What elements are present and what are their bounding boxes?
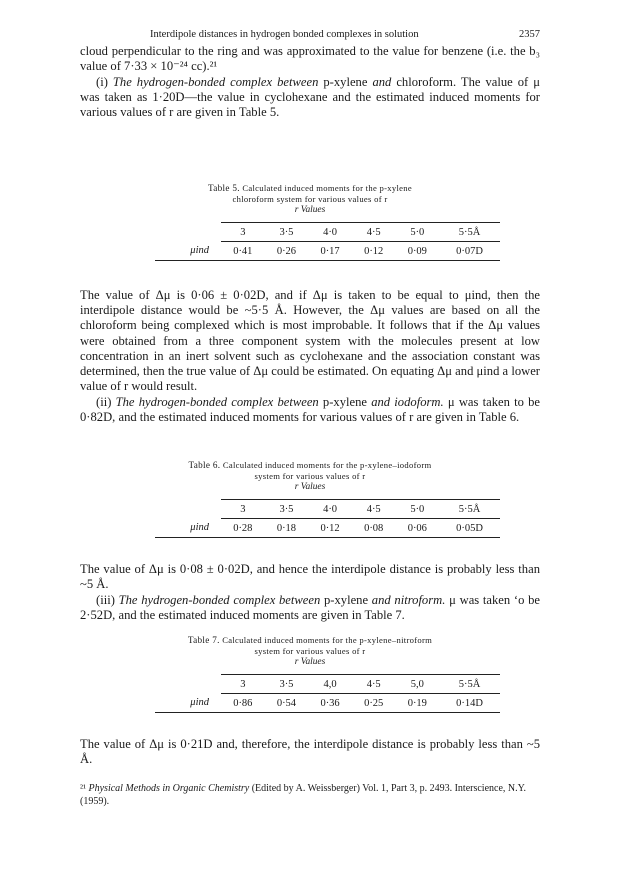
section-heading-end: and iodoform. (371, 395, 444, 409)
table-cell: 0·08 (352, 519, 396, 538)
table-header-cell: 4,0 (308, 675, 352, 694)
section-heading-compound: p-xylene (318, 395, 372, 409)
table-7-caption (98, 635, 522, 668)
row-label: μind (155, 519, 221, 538)
section-heading: The hydrogen-bonded complex between (115, 395, 319, 409)
table-cell: 0·07D (439, 242, 500, 261)
table-header-cell: 5·5Å (439, 223, 500, 242)
table-6-caption (98, 460, 522, 493)
section-heading: The hydrogen-bonded complex between (118, 593, 321, 607)
table-cell: 0·18 (265, 519, 309, 538)
table-header-row (155, 500, 500, 519)
table-cell: 0·12 (308, 519, 352, 538)
section-heading-compound: p-xylene (318, 75, 373, 89)
table-header-cell: 4·5 (352, 223, 396, 242)
footnote-text: (Edited by A. Weissberger) Vol. 1, Part 3, p. 2493. Interscience, N.Y. (1959). (80, 783, 527, 807)
r-values-header: r Values (294, 205, 326, 215)
table-cell: 0·36 (308, 694, 352, 713)
paragraph-benzene: cloud perpendicular to the ring and was approximated to the value for benzene (i.e. the b₃ value of 7·33 × 10⁻²⁴ cc).²¹ (80, 44, 540, 74)
section-number: (iii) (96, 593, 119, 607)
section-heading: The hydrogen-bonded complex between (112, 75, 319, 89)
table-cell: 0·09 (396, 242, 440, 261)
caption-line-1: Calculated induced moments for the p-xylene–iodoform (222, 460, 432, 470)
table-header-row (155, 675, 500, 694)
table-5 (155, 222, 500, 261)
row-label: μind (155, 242, 221, 261)
paragraph-iodoform-intro (80, 395, 540, 425)
table-cell: 0·28 (221, 519, 265, 538)
table-cell: 0·41 (221, 242, 265, 261)
table-row (155, 694, 500, 713)
running-head-title: Interdipole distances in hydrogen bonded complexes in solution (150, 29, 419, 40)
table-cell: 0·19 (396, 694, 440, 713)
caption-line-1: Calculated induced moments for the p-xylene–nitroform (222, 635, 433, 645)
paragraph-chloroform-intro (80, 75, 540, 121)
table-label: Table 7. (187, 635, 220, 645)
paragraph-nitroform-intro (80, 593, 540, 623)
footnote-marker: ²¹ (80, 783, 86, 794)
paragraph-iodoform-discussion: The value of Δμ is 0·08 ± 0·02D, and hence the interdipole distance is probably less than ~5 Å. (80, 562, 540, 592)
table-cell: 0·26 (265, 242, 309, 261)
caption-line-2: system for various values of r (254, 646, 366, 656)
table-label: Table 5. (208, 183, 240, 193)
table-5-caption (98, 183, 522, 216)
table-label: Table 6. (188, 460, 221, 470)
table-cell: 0·06 (396, 519, 440, 538)
table-header-cell: 3 (221, 500, 265, 519)
table-cell: 0·25 (352, 694, 396, 713)
section-heading-end: and (372, 75, 392, 89)
paragraph-text: μ was taken to be 0·82D, and the estimated induced moments for various values of r are given in Table 6. (80, 395, 540, 425)
table-header-cell: 5,0 (396, 675, 440, 694)
section-number: (ii) (96, 395, 116, 409)
caption-line-1: Calculated induced moments for the p-xylene (242, 183, 412, 193)
table-cell: 0·05D (439, 519, 500, 538)
table-header-cell: 3·5 (265, 500, 309, 519)
row-label: μind (155, 694, 221, 713)
paragraph-nitroform-discussion: The value of Δμ is 0·21D and, therefore, the interdipole distance is probably less than ~5 Å. (80, 737, 540, 767)
paragraph-text: μ was taken ‘o be 2·52D, and the estimated induced moments are given in Table 7. (80, 593, 541, 623)
table-header-cell: 3·5 (265, 675, 309, 694)
table-cell: 0·14D (439, 694, 500, 713)
table-header-cell: 3 (221, 675, 265, 694)
table-6 (155, 499, 500, 538)
table-cell: 0·54 (265, 694, 309, 713)
table-header-cell: 5·0 (396, 223, 440, 242)
section-number: (i) (96, 75, 113, 89)
r-values-header: r Values (294, 657, 326, 667)
table-7 (155, 674, 500, 713)
table-header-cell: 3 (221, 223, 265, 242)
footnote (80, 782, 540, 808)
table-header-cell: 4·5 (352, 675, 396, 694)
table-header-cell: 4·5 (352, 500, 396, 519)
table-row (155, 242, 500, 261)
table-header-cell: 5·5Å (439, 500, 500, 519)
paragraph-chloroform-discussion: The value of Δμ is 0·06 ± 0·02D, and if Δμ is taken to be equal to μind, then the interdipole distance would be ~5·5 Å. However, the Δμ values are based on all the chloroform being complexed which is most improbable. It follows that if the Δμ values were obtained from a three component system with the molecules present at low concentration in an inert solvent such as cyclohexane and the association constant was determined, then the true value of Δμ could be estimated. On equating Δμ and μind a lower value of r would result. (80, 288, 540, 394)
section-heading-end: and nitroform. (371, 593, 446, 607)
table-header-cell: 5·0 (396, 500, 440, 519)
table-cell: 0·17 (308, 242, 352, 261)
table-cell: 0·86 (221, 694, 265, 713)
table-cell: 0·12 (352, 242, 396, 261)
table-header-cell: 3·5 (265, 223, 309, 242)
table-header-cell: 4·0 (308, 223, 352, 242)
caption-line-2: chloroform system for various values of r (232, 194, 388, 204)
r-values-header: r Values (294, 482, 326, 492)
paragraph-text: chloroform. The value of μ was taken as 1·20D—the value in cyclohexane and the estimated induced moments for various values of r are given in Table 5. (80, 75, 540, 120)
section-heading-compound: p-xylene (320, 593, 372, 607)
page-number: 2357 (519, 29, 540, 40)
table-header-cell: 4·0 (308, 500, 352, 519)
table-row (155, 519, 500, 538)
running-head (80, 29, 540, 43)
footnote-book-title: Physical Methods in Organic Chemistry (86, 783, 250, 794)
caption-line-2: system for various values of r (254, 471, 366, 481)
table-header-cell: 5·5Å (439, 675, 500, 694)
table-header-row (155, 223, 500, 242)
